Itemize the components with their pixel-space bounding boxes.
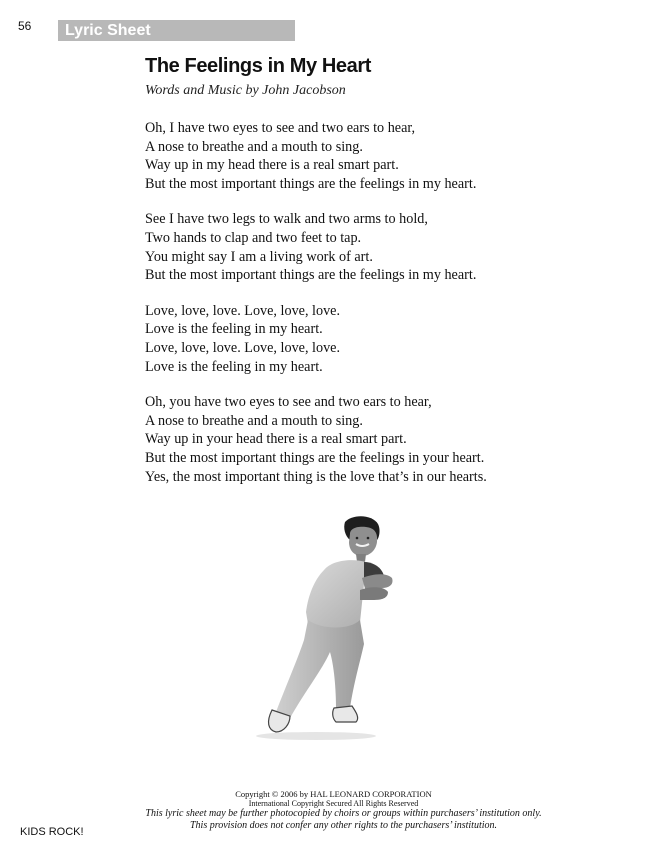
rights-notice: This provision does not confer any other rights to the purchasers’ institution.	[189, 820, 498, 831]
lyric-line: Love, love, love. Love, love, love.	[145, 302, 341, 319]
lyric-line: A nose to breathe and a mouth to sing.	[145, 138, 363, 155]
lyric-line: Love is the feeling in my heart.	[145, 321, 323, 338]
song-byline: Words and Music by John Jacobson	[145, 83, 346, 98]
lyric-line: Way up in your head there is a real smart part.	[145, 431, 407, 448]
lyric-line: You might say I am a living work of art.	[145, 248, 373, 265]
copyright-line: Copyright © 2006 by HAL LEONARD CORPORATION	[235, 789, 432, 799]
rights-line: International Copyright Secured All Rights Reserved	[248, 799, 419, 808]
stanza	[145, 210, 487, 284]
section-tab-lyric-sheet: Lyric Sheet	[58, 20, 295, 41]
lyric-line: But the most important things are the feelings in my heart.	[145, 267, 477, 284]
lyric-line: Oh, you have two eyes to see and two ears to hear,	[145, 394, 432, 411]
lyric-line: But the most important things are the feelings in my heart.	[145, 175, 477, 192]
stanza	[145, 119, 487, 193]
lyric-line: But the most important things are the feelings in your heart.	[145, 449, 485, 466]
book-title-footer: KIDS ROCK!	[20, 826, 84, 838]
song-title: The Feelings in My Heart	[145, 55, 372, 77]
copyright-block	[0, 789, 667, 832]
lyrics-body	[145, 119, 487, 503]
lyric-line: Two hands to clap and two feet to tap.	[145, 229, 362, 246]
dancing-boy-photo-icon	[232, 512, 402, 744]
lyric-line: See I have two legs to walk and two arms to hold,	[145, 211, 428, 228]
lyric-line: Yes, the most important thing is the love that’s in our hearts.	[145, 468, 487, 485]
photocopy-notice: This lyric sheet may be further photocopied by choirs or groups within purchasers’ institution only.	[145, 808, 542, 819]
lyric-line: A nose to breathe and a mouth to sing.	[145, 412, 363, 429]
page-number: 56	[18, 19, 32, 33]
stanza	[145, 393, 487, 486]
stanza	[145, 302, 487, 376]
lyric-line: Oh, I have two eyes to see and two ears to hear,	[145, 120, 416, 136]
lyric-line: Way up in my head there is a real smart part.	[145, 157, 399, 174]
lyric-line: Love, love, love. Love, love, love.	[145, 339, 341, 356]
lyric-line: Love is the feeling in my heart.	[145, 358, 323, 375]
